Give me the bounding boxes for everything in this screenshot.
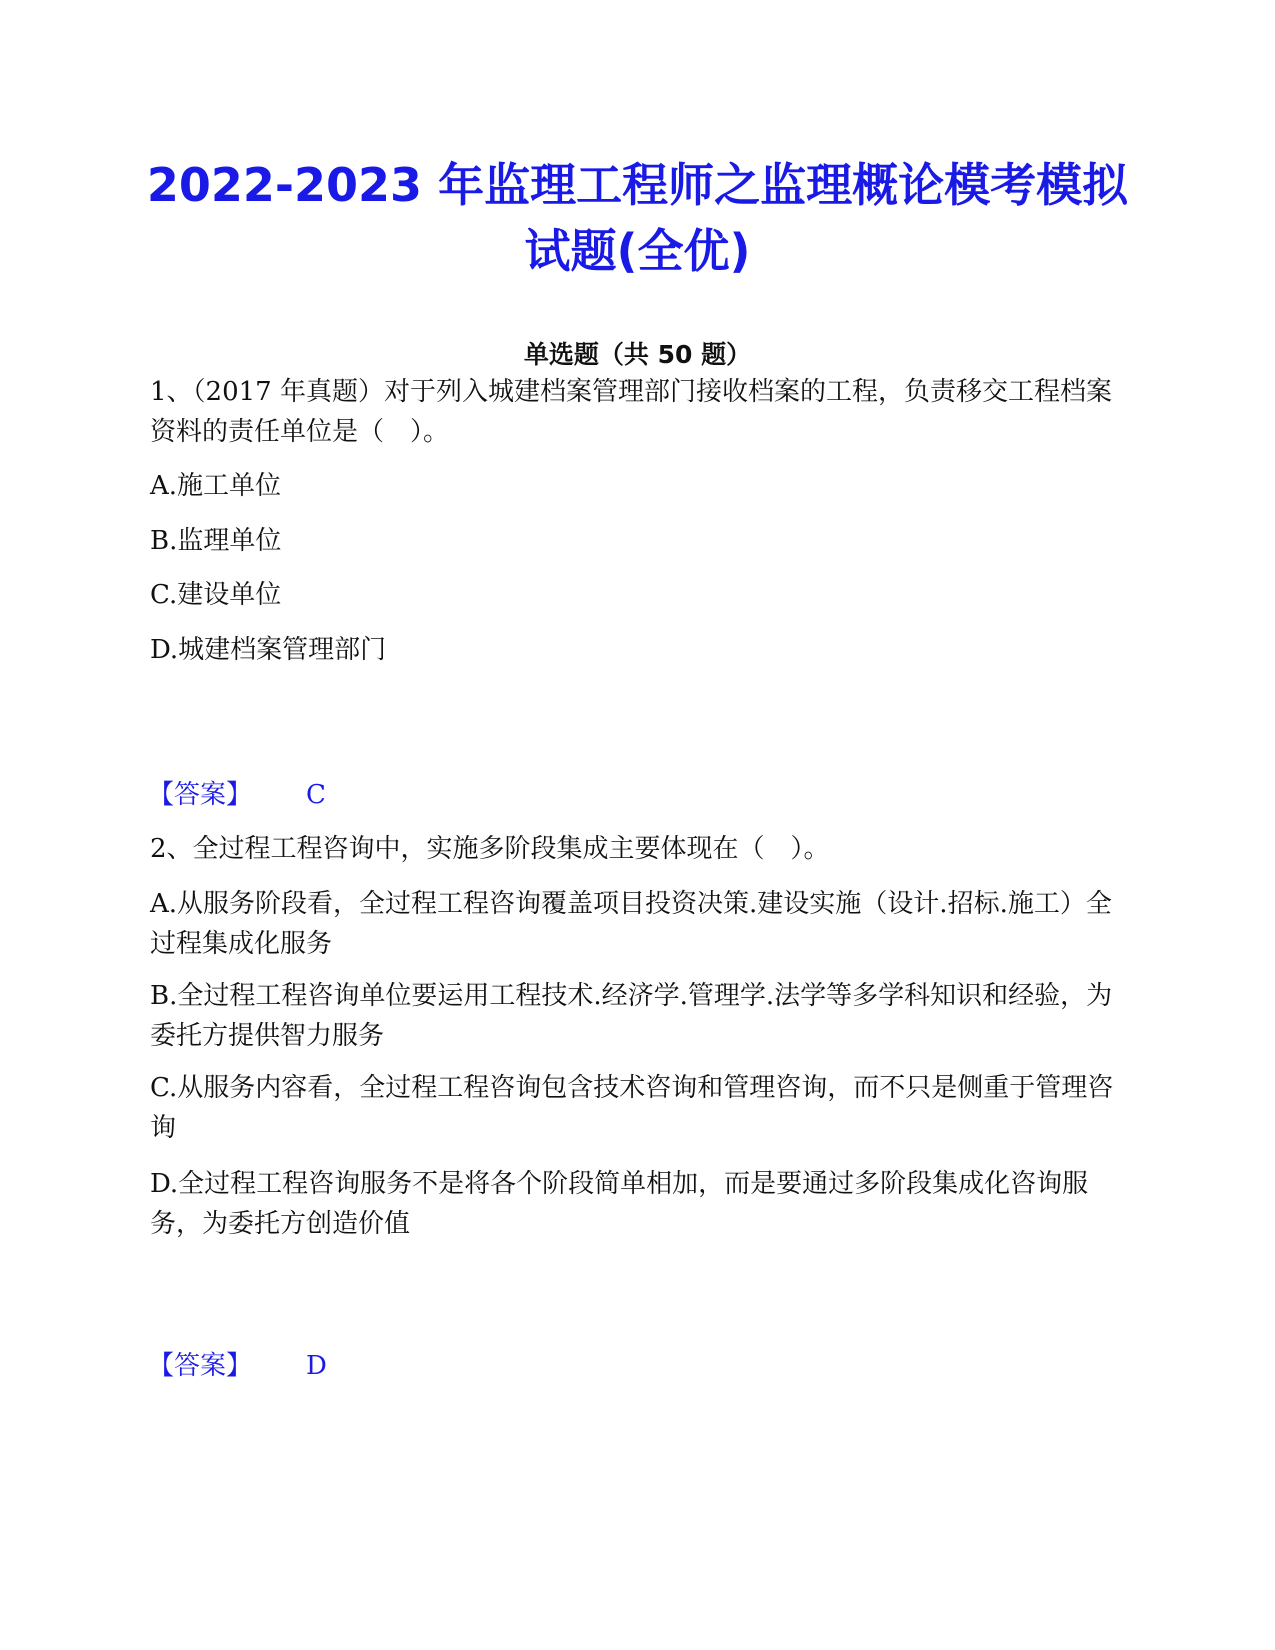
answer-label: 【答案】 <box>148 1351 253 1381</box>
question-1-option-d: D.城建档案管理部门 <box>150 635 387 665</box>
answer-value: D <box>306 1351 327 1381</box>
section-heading: 单选题（共 50 题） <box>523 340 752 369</box>
question-1-option-a: A.施工单位 <box>150 471 282 501</box>
question-1-stem: 1、（2017 年真题）对于列入城建档案管理部门接收档案的工程，负责移交工程档案资料的责任单位是（ ）。 <box>150 377 1112 447</box>
question-2-option-a: A.从服务阶段看，全过程工程咨询覆盖项目投资决策.建设实施（设计.招标.施工）全过程集成化服务 <box>150 889 1112 959</box>
question-1-option-b: B.监理单位 <box>150 526 282 556</box>
answer-value: C <box>306 780 326 810</box>
question-2-answer <box>148 1348 327 1384</box>
question-2-option-b: B.全过程工程咨询单位要运用工程技术.经济学.管理学.法学等多学科知识和经验，为委托方提供智力服务 <box>150 981 1113 1051</box>
question-2-option-d: D.全过程工程咨询服务不是将各个阶段简单相加，而是要通过多阶段集成化咨询服务，为委托方创造价值 <box>150 1169 1089 1239</box>
question-2-stem: 2、全过程工程咨询中，实施多阶段集成主要体现在（ ）。 <box>150 834 830 864</box>
question-1-answer <box>148 777 326 813</box>
document-title: 2022-2023 年监理工程师之监理概论模考模拟试题(全优) <box>146 158 1129 278</box>
question-1-option-c: C.建设单位 <box>150 580 282 610</box>
answer-label: 【答案】 <box>148 780 253 810</box>
question-2-option-c: C.从服务内容看，全过程工程咨询包含技术咨询和管理咨询，而不只是侧重于管理咨询 <box>150 1073 1114 1143</box>
